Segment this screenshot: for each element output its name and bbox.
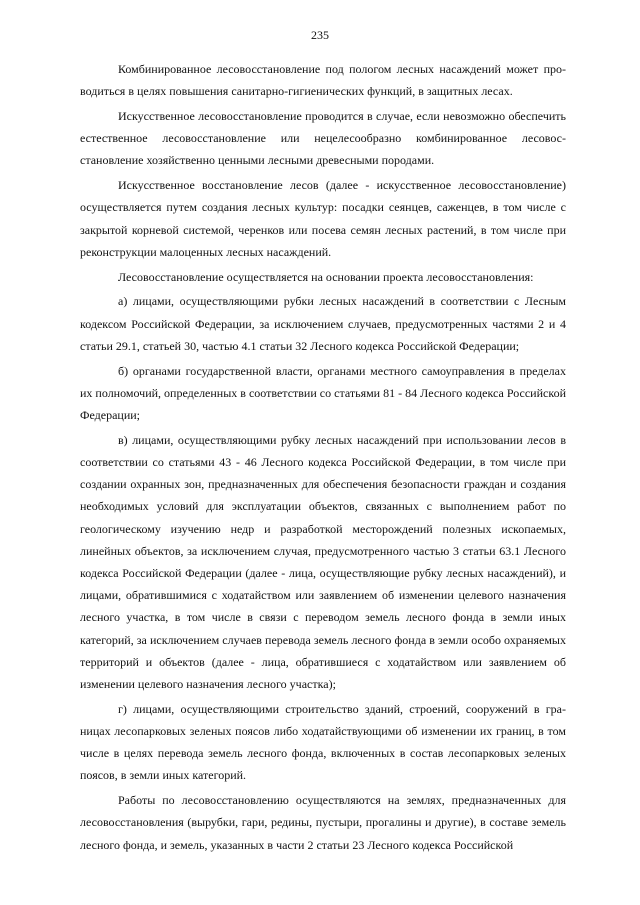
paragraph-item-a: а) лицами, осуществляющими рубки лесных насаждений в соответствии с Лесным кодексом Российской Федерации, за исключением случаев, предусмотренных частями 2 и 4 статьи 29.1, статьей 30, частью 4.1 статьи 32 Лесного кодекса Российской Федерации;	[80, 294, 566, 353]
paragraph-reforestation-lands: Работы по лесовосстановлению осуществляются на землях, предназначенных для лесовосстановления (вырубки, гари, редины, пустыри, прогалины и другие), в составе земель лесного фонда, и земель, указанных в части 2 статьи 23 Лесного кодекса Российской	[80, 793, 566, 852]
paragraph-project-basis: Лесовосстановление осуществляется на основании проекта лесовосстановления:	[118, 269, 534, 284]
body-text	[80, 58, 566, 856]
paragraph-artificial-reforestation-conditions: Искусственное лесовосстановление проводится в случае, если невозможно обеспечить естественное лесовосстановление или нецелесообразно комбинированное лесовосстановление хозяйственно ценными лесными древесными породами.	[80, 109, 566, 168]
paragraph-combined-reforestation: Комбинированное лесовосстановление под пологом лесных насаждений может проводиться в целях повышения санитарно-гигиенических функций, в защитных лесах.	[80, 62, 566, 99]
paragraph-artificial-reforestation-methods: Искусственное восстановление лесов (далее - искусственное лесовосстановление) осуществляется путем создания лесных культур: посадки сеянцев, саженцев, в том числе с закрытой корневой системой, черенков или посева семян лесных растений, в том числе при реконструкции малоценных лесных насаждений.	[80, 178, 566, 259]
paragraph-item-v: в) лицами, осуществляющими рубку лесных насаждений при использовании лесов в соответствии со статьями 43 - 46 Лесного кодекса Российской Федерации, в том числе при создании охранных зон, предназначенных для обеспечения безопасности граждан и создания необходимых условий для эксплуатации объектов, связанных с выполнением работ по геологическому изучению недр и разработкой месторождений полезных ископаемых, линейных объектов, за исключением случая, предусмотренного частью 3 статьи 63.1 Лесного кодекса Российской Федерации (далее - лица, осуществляющие рубку лесных насаждений), и лицами, обратившимися с ходатайством или заявлением об изменении целевого назначения лесного участка, в том числе в связи с переводом земель лесного фонда в земли иных категорий, за исключением случаев перевода земель лесного фонда в земли особо охраняемых территорий и объектов (далее - лица, обратившиеся с ходатайством или заявлением об изменении целевого назначения лесного участка);	[80, 432, 566, 692]
page-number: 235	[311, 28, 329, 42]
paragraph-item-g: г) лицами, осуществляющими строительство зданий, строений, сооружений в границах лесопарковых зеленых поясов либо ходатайствующими об изменении их границ, в том числе в целях перевода земель лесного фонда, включенных в состав лесопарковых зеленых поясов, в земли иных категорий.	[80, 701, 566, 783]
paragraph-item-b: б) органами государственной власти, органами местного самоуправления в пределах их полномочий, определенных в соответствии со статьями 81 - 84 Лесного кодекса Российской Федерации;	[80, 363, 566, 423]
